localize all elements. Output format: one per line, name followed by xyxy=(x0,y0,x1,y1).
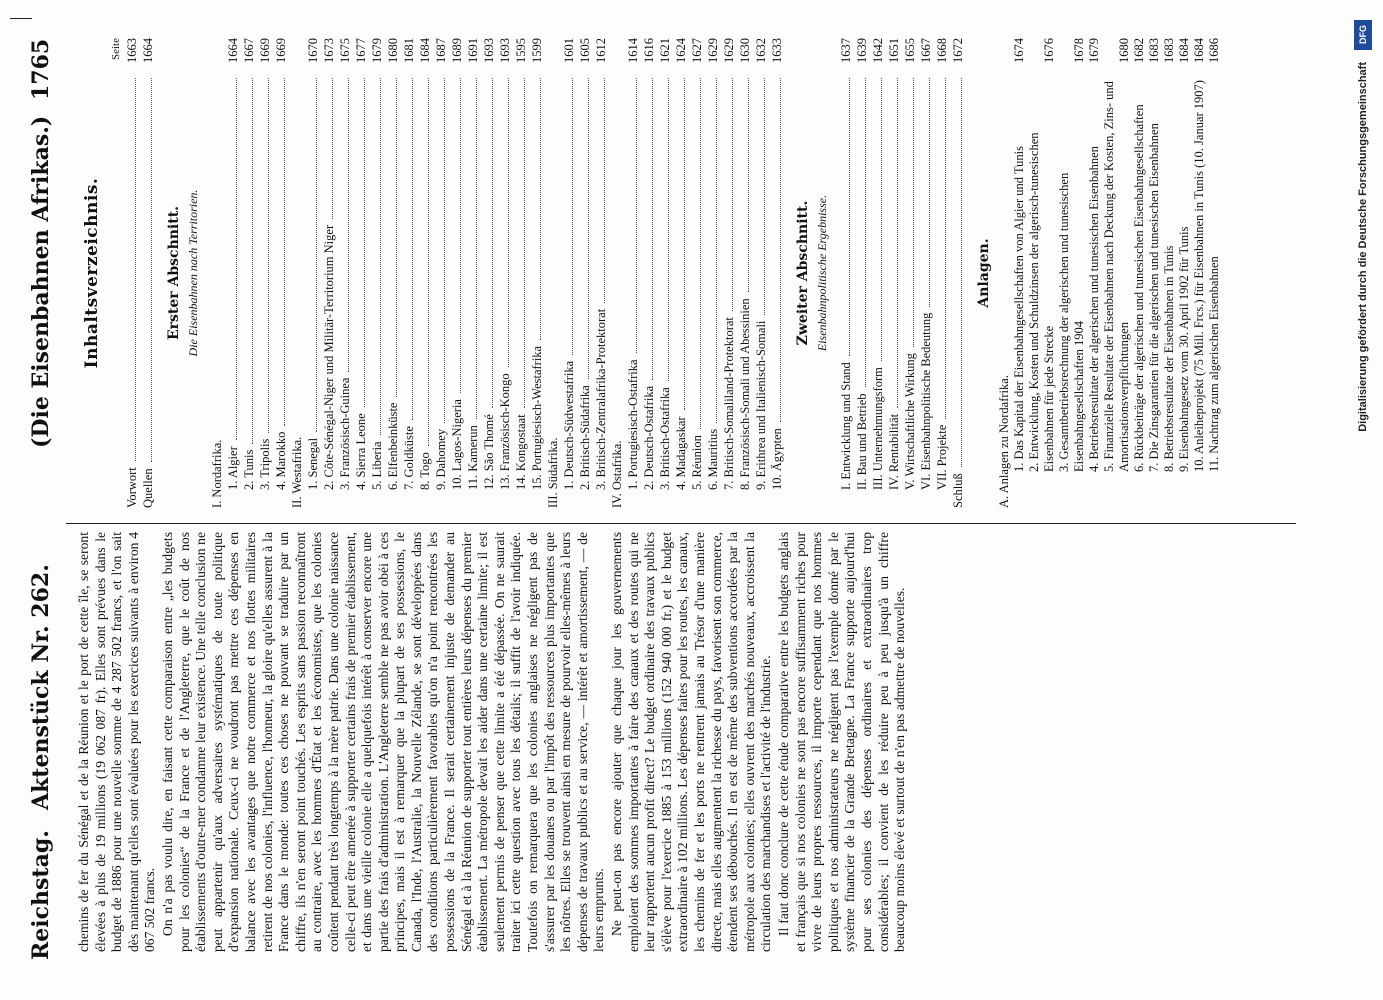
toc-entry xyxy=(273,38,289,508)
toc-appendix-entry xyxy=(1057,38,1087,508)
toc-entry xyxy=(673,38,689,508)
toc-leader-dots xyxy=(364,78,365,407)
toc-entry xyxy=(705,38,721,508)
toc-entry-label: 8. Togo xyxy=(418,452,432,490)
toc-entry-label: 3. Britisch-Zentralafrika-Protektorat xyxy=(594,308,608,490)
toc-entry-page: 1614 xyxy=(626,38,640,63)
toc-leader-dots xyxy=(428,78,429,446)
toc-entry xyxy=(225,38,241,508)
toc-section2-title: Zweiter Abschnitt. xyxy=(795,200,811,346)
toc-entry-page: 1670 xyxy=(306,38,320,63)
toc-entry-page: 1599 xyxy=(530,38,544,63)
toc-entry-page: 1689 xyxy=(450,38,464,63)
toc-entry xyxy=(289,38,305,508)
toc-entry-page: 1629 xyxy=(722,38,736,63)
toc-entry-label: 4. Sierra Leone xyxy=(354,413,368,490)
toc-entry-page: 1693 xyxy=(482,38,496,63)
toc-entry-label: 2. Deutsch-Ostafrika xyxy=(642,385,656,490)
toc-entry-label: 12. São Thomé xyxy=(482,414,496,490)
toc-entry-label: I. Entwicklung und Stand xyxy=(839,362,853,490)
toc-entry xyxy=(124,38,140,508)
toc-section1-entries xyxy=(209,38,785,508)
toc-leader-dots xyxy=(332,78,333,219)
toc-entry-label: 4. Betriebsresultate der algerischen und tunesischen Eisenbahnen xyxy=(1087,146,1101,472)
toc-leader-dots xyxy=(748,78,749,292)
toc-entry xyxy=(545,38,561,508)
toc-entry xyxy=(918,38,934,508)
toc-entry xyxy=(209,38,225,508)
toc-leader-dots xyxy=(764,78,765,315)
toc-entry-page: 1605 xyxy=(578,38,592,63)
toc-entry xyxy=(657,38,673,508)
header-page-number: 1765 xyxy=(28,38,54,100)
toc-entry-label: 2. Tunis xyxy=(242,449,256,490)
toc-entry xyxy=(401,38,417,508)
toc-entry-label: 2. Entwicklung, Kosten und Schuldzinsen der algerisch-tunesischen Eisenbahnen für jede Strecke xyxy=(1027,132,1056,472)
toc-entry-label: I. Nordafrika. xyxy=(210,439,224,508)
toc-entry-page: 1679 xyxy=(370,38,384,63)
toc-entry-label: 9. Eisenbahngesetz vom 30. April 1902 für Tunis xyxy=(1177,226,1191,472)
toc-entry-page: 1621 xyxy=(658,38,672,63)
toc-leader-dots xyxy=(865,78,866,387)
toc-entry xyxy=(689,38,705,508)
toc-entry-page: 1684 xyxy=(1192,38,1206,63)
toc-appendix-entry xyxy=(1012,38,1027,508)
toc-entry-page: 1629 xyxy=(706,38,720,63)
toc-entry-page: 1673 xyxy=(322,38,336,63)
toc-appendix-entries xyxy=(1012,38,1222,508)
toc-entry-label: 3. Französisch-Guinea xyxy=(338,377,352,490)
toc-entry-page: 1632 xyxy=(754,38,768,63)
toc-leader-dots xyxy=(732,78,733,311)
toc-entry-label: Quellen xyxy=(141,468,155,508)
toc-entry xyxy=(950,38,966,508)
toc-entry-page: 1667 xyxy=(242,38,256,63)
toc-appendix-entry xyxy=(1207,38,1222,508)
paragraph: On n'a pas voulu dire, en faisant cette comparaison entre „les budgets pour les colonies“ de la France et de l'Angleterre, que le coût de nos établissements d'outre-mer condamne leur existence. Une telle conclusion ne peut appartenir qu'aux adversaires systématiques de toute politique d'expansion nationale. Ceux-ci ne voudront pas mettre ces dépenses en balance avec les avantages que notre commerce et nos flottes militaires retirent de nos colonies, l'influence, l'honneur, la gloire qu'elles assurent à la France dans le monde: toutes ces choses ne pouvant se traduire par un chiffre, ils n'en seront point touchés. Les esprits sans passion reconnaîtront au contraire, avec les hommes d'État et les économistes, que les colonies coûtent pendant très longtemps à la mère patrie. Dans une colonie naissance celle-ci peut être amenée à supporter certains frais de premier établissement, et dans une vieille colonie elle a quelquefois intérêt à conserver encore une partie des frais d'administration. L'Angleterre semble ne pas avoir obéi à ces principes, mais il est à remarquer que la plupart de ses possessions, le Canada, l'Inde, l'Australie, la Nouvelle Zélande, se sont développées dans des conditions particulièrement favorables qu'on n'a point rencontrées les possessions de la France. Il serait certainement injuste de demander au Sénégal et à la Réunion de supporter tout entières leurs dépenses du premier établissement. La métropole devait les aider dans une certaine limite; il est seulement permis de penser que cette limite a été dépassée. On ne saurait traiter ici cette question avec tous les détails; il suffit de l'avoir indiquée. Toutefois on remarquera que les colonies anglaises ne négligent pas de s'assurer par les douanes ou par l'impôt des ressources plus importantes que les nôtres. Elles se trouvent ainsi en mesure de pourvoir elles-mêmes à leurs dépenses de travaux publics et au service, — intérêt et amortissement, — de leurs emprunts. xyxy=(159,532,607,952)
toc-entry-page: 1691 xyxy=(466,38,480,63)
toc-entry-label: 9. Erithrea und Italienisch-Somali xyxy=(754,320,768,490)
toc-entry-label: Vorwort xyxy=(125,467,139,508)
toc-entry xyxy=(321,38,337,508)
toc-entry xyxy=(854,38,870,508)
toc-entry-page: 1674 xyxy=(1012,38,1026,63)
toc-entry xyxy=(305,38,321,508)
toc-leader-dots xyxy=(668,78,669,381)
toc-entry-label: 1. Das Kapital der Eisenbahngesellschaften von Algier und Tunis xyxy=(1012,146,1026,472)
toc-entry-label: 11. Kamerun xyxy=(466,425,480,490)
toc-leader-dots xyxy=(540,78,541,340)
toc-entry-page: 1687 xyxy=(434,38,448,63)
toc-entry xyxy=(593,38,609,508)
toc-section1-subtitle: Die Eisenbahnen nach Territorien. xyxy=(186,189,200,357)
toc-entry-label: 2. Côte-Sénégal-Niger und Militär-Territorium Niger xyxy=(322,224,336,490)
toc-entry xyxy=(625,38,641,508)
toc-leader-dots xyxy=(412,78,413,420)
toc-entry-label: IV. Rentabilität xyxy=(887,413,901,490)
toc-entry-label: 8. Französisch-Somali und Abessinien xyxy=(738,298,752,490)
paragraph: Ne peut-on pas encore ajouter que chaque jour les gouvernements emploient des sommes importantes à faire des canaux et des routes qui ne leur rapportent aucun profit direct? Le budget ordinaire des travaux publics s'élève pour l'exercice 1885 à 153 millions (152 940 000 fr.) et le budget extraordinaire à 102 millions. Les dépenses faites pour les routes, les canaux, les chemins de fer et les ports ne rentrent jamais au Trésor d'une manière directe, mais elles augmentent la richesse du pays, favorisent son commerce, étendent ses débouchés. Il en est de même des subventions accordées par la métropole aux colonies; elles ouvrent des marchés nouveaux, accroissent la circulation des marchandises et l'activité de l'industrie. xyxy=(609,532,774,952)
toc-entry-page: 1686 xyxy=(1207,38,1221,63)
toc-appendix-intro: A. Anlagen zu Nordafrika. xyxy=(997,375,1011,508)
toc-leader-dots xyxy=(780,78,781,422)
toc-entry-page: 1682 xyxy=(1132,38,1146,63)
dfg-logo: DFG xyxy=(1354,20,1372,50)
toc-entry-page: 1676 xyxy=(1042,38,1056,63)
toc-entry xyxy=(769,38,785,508)
toc-entry-label: 2. Britisch-Südafrika xyxy=(578,385,592,490)
toc-leader-dots xyxy=(151,78,152,462)
toc-entry xyxy=(641,38,657,508)
toc-entry-label: 7. Goldküste xyxy=(402,426,416,490)
toc-entry-label: II. Westafrika. xyxy=(290,436,304,508)
toc-entry-label: 14. Kongostaat xyxy=(514,414,528,490)
toc-entry-label: 9. Dahomey xyxy=(434,428,448,490)
toc-entry-page: 1669 xyxy=(274,38,288,63)
toc-leader-dots xyxy=(252,78,253,444)
column-divider xyxy=(66,523,1296,524)
toc-entry-page: 1669 xyxy=(258,38,272,63)
toc-appendix-entry xyxy=(1087,38,1102,508)
toc-leader-dots xyxy=(284,78,285,426)
toc-title: Inhaltsverzeichnis. xyxy=(82,177,102,369)
toc-leader-dots xyxy=(961,78,962,467)
toc-entry xyxy=(353,38,369,508)
toc-entry-page: 1664 xyxy=(226,38,240,63)
toc-entry-page: 1651 xyxy=(887,38,901,63)
toc-entry xyxy=(257,38,273,508)
toc-appendix-entry xyxy=(1192,38,1207,508)
toc-entry-label: 3. Gesamtbetriebsrechnung der algerischen und tunesischen Eisenbahngesellschaften 1904 xyxy=(1057,172,1086,472)
toc-entry-page: 1664 xyxy=(141,38,155,63)
toc-entry-page: 1684 xyxy=(1177,38,1191,63)
toc-entry-page: 1678 xyxy=(1072,38,1086,63)
toc-entry-page: 1642 xyxy=(871,38,885,63)
toc-entry-label: 7. Die Zinsgarantien für die algerischen und tunesischen Eisenbahnen xyxy=(1147,123,1161,472)
toc-entry-label: 6. Elfenbeinküste xyxy=(386,402,400,490)
toc-entry xyxy=(513,38,529,508)
toc-entry-label: 1. Algier xyxy=(226,446,240,490)
toc-entry-page: 1668 xyxy=(935,38,949,63)
toc-entry xyxy=(886,38,902,508)
toc-entry-page: 1683 xyxy=(1147,38,1161,63)
toc-entry-label: II. Bau und Betrieb xyxy=(855,393,869,490)
toc-entry-page: 1680 xyxy=(386,38,400,63)
toc-entry-label: 1. Senegal xyxy=(306,437,320,490)
toc-entry-label: 1. Deutsch-Südwestafrika xyxy=(562,360,576,490)
french-text-column xyxy=(76,532,910,952)
toc-entry-label: 4. Marokko xyxy=(274,431,288,490)
toc-entry xyxy=(465,38,481,508)
toc-entry xyxy=(449,38,465,508)
toc-leader-dots xyxy=(881,78,882,361)
toc-leader-dots xyxy=(636,78,637,353)
toc-leader-dots xyxy=(913,78,914,347)
toc-entry xyxy=(433,38,449,508)
toc-entry-page: 1681 xyxy=(402,38,416,63)
toc-entry-label: 8. Betriebsresultate der Eisenbahnen in Tunis xyxy=(1162,245,1176,472)
toc-appendix-entry xyxy=(1162,38,1177,508)
toc-entry-page: 1601 xyxy=(562,38,576,63)
toc-leader-dots xyxy=(460,78,461,393)
toc-leader-dots xyxy=(316,78,317,432)
toc-entry-label: 7. Britisch-Somaliland-Protektorat xyxy=(722,317,736,490)
toc-entry-page: 1595 xyxy=(514,38,528,63)
toc-entry-page: 1637 xyxy=(839,38,853,63)
toc-entry-label: 15. Portugiesisch-Westafrika xyxy=(530,345,544,490)
toc-entry-label: 4. Madagaskar xyxy=(674,416,688,490)
toc-entry-page: 1633 xyxy=(770,38,784,63)
toc-section2-subtitle: Eisenbahnpolitische Ergebnisse. xyxy=(815,194,829,352)
toc-entry-page: 1663 xyxy=(125,38,139,63)
toc-entry-label: 3. Britisch-Ostafrika xyxy=(658,387,672,490)
toc-entry-page: 1667 xyxy=(919,38,933,63)
toc-entry-label: 3. Tripolis xyxy=(258,438,272,490)
toc-leader-dots xyxy=(684,78,685,410)
toc-entry-page: 1672 xyxy=(951,38,965,63)
toc-leader-dots xyxy=(236,78,237,440)
toc-leader-dots xyxy=(700,78,701,429)
toc-entry xyxy=(417,38,433,508)
toc-leader-dots xyxy=(380,78,381,435)
toc-seite-label: Seite xyxy=(110,38,122,60)
toc-leader-dots xyxy=(524,78,525,408)
toc-appendix-entry xyxy=(1177,38,1192,508)
toc-leader-dots xyxy=(652,78,653,380)
header-document-number: Aktenstück Nr. 262. xyxy=(28,564,54,810)
toc-entry xyxy=(838,38,854,508)
toc-preface-entries xyxy=(124,38,156,508)
toc-entry-label: VII. Projekte xyxy=(935,424,949,490)
toc-leader-dots xyxy=(492,78,493,408)
toc-leader-dots xyxy=(476,78,477,419)
toc-leader-dots xyxy=(572,78,573,355)
toc-entry xyxy=(753,38,769,508)
toc-entry-label: 11. Nachtrag zum algerischen Eisenbahnen xyxy=(1207,256,1221,472)
toc-entry-label: VI. Eisenbahnpolitische Bedeutung xyxy=(919,312,933,490)
toc-entry xyxy=(609,38,625,508)
toc-leader-dots xyxy=(135,78,136,461)
margin-mark xyxy=(10,18,32,19)
toc-entry-label: IV. Ostafrika. xyxy=(610,440,624,508)
toc-section2-entries xyxy=(838,38,966,508)
running-header xyxy=(28,40,62,960)
toc-entry-label: III. Südafrika. xyxy=(546,437,560,508)
toc-entry-label: V. Wirtschaftliche Wirkung xyxy=(903,353,917,490)
toc-entry-page: 1655 xyxy=(903,38,917,63)
toc-entry xyxy=(561,38,577,508)
toc-entry-label: Schluß xyxy=(951,473,965,508)
toc-entry xyxy=(737,38,753,508)
toc-appendix-title: Anlagen. xyxy=(976,238,992,308)
toc-entry xyxy=(369,38,385,508)
toc-leader-dots xyxy=(945,78,946,419)
toc-leader-dots xyxy=(897,78,898,408)
toc-entry-page: 1693 xyxy=(498,38,512,63)
toc-entry xyxy=(481,38,497,508)
toc-appendix-entry xyxy=(1132,38,1147,508)
toc-leader-dots xyxy=(929,78,930,307)
toc-leader-dots xyxy=(716,78,717,423)
toc-entry xyxy=(529,38,545,508)
toc-entry-label: 6. Rückbeiträge der algerischen und tunesischen Eisenbahngesellschaften xyxy=(1132,104,1146,472)
header-reichstag: Reichstag. xyxy=(28,830,54,960)
toc-entry-label: 5. Finanzielle Resultate der Eisenbahnen nach Deckung der Kosten, Zins- und Amortisationsverpflichtungen xyxy=(1102,81,1131,472)
toc-entry-label: 10. Ägypten xyxy=(770,428,784,490)
toc-entry xyxy=(577,38,593,508)
toc-entry-label: 1. Portugiesisch-Ostafrika xyxy=(626,359,640,490)
toc-appendix-entry xyxy=(1027,38,1057,508)
toc-leader-dots xyxy=(588,78,589,379)
toc-entry xyxy=(902,38,918,508)
toc-entry-label: 13. Französisch-Kongo xyxy=(498,373,512,490)
toc-entry xyxy=(140,38,156,508)
toc-leader-dots xyxy=(348,78,349,372)
toc-leader-dots xyxy=(604,78,605,303)
paragraph: chemins de fer du Sénégal et de la Réunion et le port de cette île, se seront élevées à plus de 19 millions (19 062 087 fr). Elles sont prévues dans le budget de 1886 pour une nouvelle somme de 4 287 502 francs, et l'on sait dès maintenant qu'elles sont évaluées pour les exercices suivants à environ 4 067 502 francs. xyxy=(76,532,158,952)
toc-entry-page: 1612 xyxy=(594,38,608,63)
toc-entry-page: 1680 xyxy=(1117,38,1131,63)
table-of-contents xyxy=(66,38,1222,508)
toc-entry-label: 6. Mauritius xyxy=(706,428,720,490)
digitization-credit-text: Digitalisierung gefördert durch die Deutsche Forschungsgemeinschaft xyxy=(1357,62,1369,432)
header-section-title: (Die Eisenbahnen Afrikas.) xyxy=(28,115,54,448)
toc-entry xyxy=(934,38,950,508)
toc-entry-page: 1627 xyxy=(690,38,704,63)
toc-leader-dots xyxy=(268,78,269,433)
toc-entry-page: 1677 xyxy=(354,38,368,63)
toc-entry-label: III. Unternehmungsform xyxy=(871,367,885,490)
toc-entry-label: 5. Réunion xyxy=(690,435,704,490)
toc-leader-dots xyxy=(396,78,397,397)
toc-entry-page: 1679 xyxy=(1087,38,1101,63)
toc-entry-page: 1616 xyxy=(642,38,656,63)
toc-entry xyxy=(497,38,513,508)
digitization-credit xyxy=(1352,20,1374,980)
toc-entry-page: 1684 xyxy=(418,38,432,63)
toc-section1-title: Erster Abschnitt. xyxy=(166,205,182,341)
toc-entry-page: 1624 xyxy=(674,38,688,63)
toc-entry-label: 10. Anleiheprojekt (75 Mill. Frcs.) für Eisenbahnen in Tunis (10. Januar 1907) xyxy=(1192,80,1206,472)
toc-entry-page: 1675 xyxy=(338,38,352,63)
toc-entry-label: 10. Lagos-Nigeria xyxy=(450,399,464,490)
toc-leader-dots xyxy=(849,78,850,356)
toc-entry xyxy=(870,38,886,508)
toc-entry xyxy=(721,38,737,508)
toc-entry xyxy=(385,38,401,508)
toc-entry xyxy=(241,38,257,508)
toc-entry-page: 1630 xyxy=(738,38,752,63)
toc-appendix-entry xyxy=(1147,38,1162,508)
toc-entry xyxy=(337,38,353,508)
toc-entry-label: 5. Liberia xyxy=(370,441,384,490)
toc-leader-dots xyxy=(444,78,445,423)
toc-entry-page: 1683 xyxy=(1162,38,1176,63)
paragraph: Il faut donc conclure de cette étude comparative entre les budgets anglais et français que si nos colonies ne sont pas encore suffisamment riches pour vivre de leurs propres ressources, il importe cependant que nos hommes politiques et nos administrateurs ne négligent pas l'exemple donné par le système financier de la Grande Bretagne. La France supporte aujourd'hui pour ses colonies des dépenses ordinaires et extraordinaires trop considérables; il convient de les réduire peu à peu jusqu'à un chiffre beaucoup moins élevé et surtout de n'en pas admettre de nouvelles. xyxy=(775,532,908,952)
toc-leader-dots xyxy=(508,78,509,367)
toc-appendix-entry xyxy=(1102,38,1132,508)
toc-entry-page: 1639 xyxy=(855,38,869,63)
